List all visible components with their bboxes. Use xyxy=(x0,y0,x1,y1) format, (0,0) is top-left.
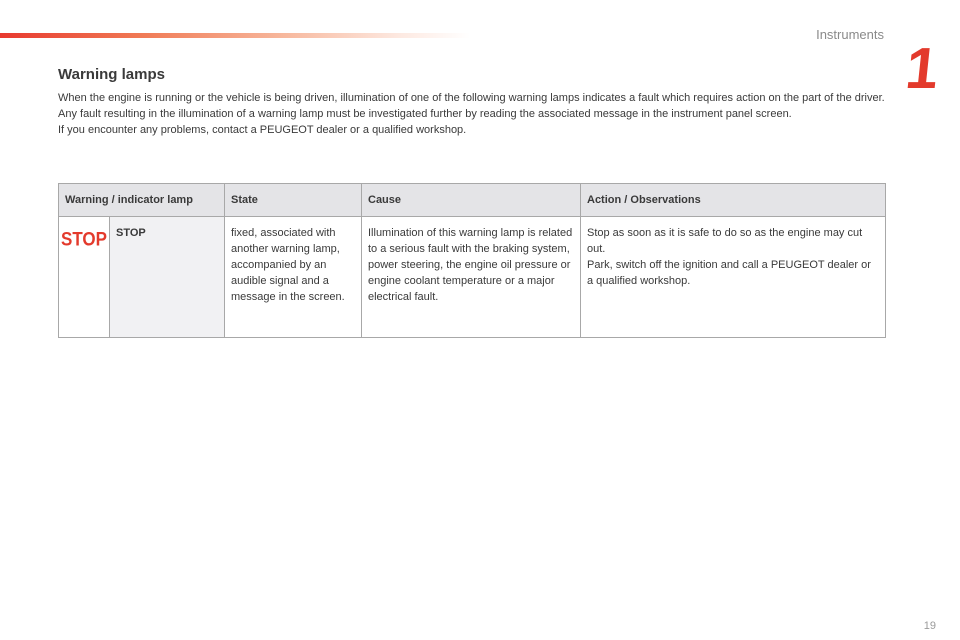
intro-paragraph: When the engine is running or the vehicle is being driven, illumination of one of the following warning lamps indicates a fault which requires action on the part of the driver. xyxy=(58,92,885,104)
action-line: Stop as soon as it is safe to do so as the engine may cut out. xyxy=(587,227,863,255)
chapter-name: Instruments xyxy=(816,27,884,42)
section-title: Warning lamps xyxy=(58,66,165,83)
table-row xyxy=(59,217,886,338)
page-number: 19 xyxy=(923,620,936,632)
header-lamp: Warning / indicator lamp xyxy=(59,184,225,217)
header-cause: Cause xyxy=(362,184,581,217)
warning-lamps-table xyxy=(58,183,886,338)
svg-text:STOP: STOP xyxy=(61,227,107,250)
lamp-cause: Illumination of this warning lamp is related to a serious fault with the braking system, power steering, the engine oil pressure or engine coolant temperature or a major electrical fault. xyxy=(362,217,581,338)
intro-paragraph: If you encounter any problems, contact a PEUGEOT dealer or a qualified workshop. xyxy=(58,124,467,136)
lamp-action xyxy=(581,217,886,338)
table-header-row xyxy=(59,184,886,217)
stop-warning-icon xyxy=(61,227,107,250)
intro-text xyxy=(58,90,888,138)
lamp-icon-cell xyxy=(59,217,110,338)
chapter-number: 1 xyxy=(902,36,942,101)
chapter-accent-bar xyxy=(0,33,470,38)
lamp-name: STOP xyxy=(110,217,225,338)
action-line: Park, switch off the ignition and call a PEUGEOT dealer or a qualified workshop. xyxy=(587,259,871,287)
lamp-state: fixed, associated with another warning lamp, accompanied by an audible signal and a message in the screen. xyxy=(225,217,362,338)
intro-paragraph: Any fault resulting in the illumination of a warning lamp must be investigated further by reading the associated message in the instrument panel screen. xyxy=(58,108,792,120)
header-action: Action / Observations xyxy=(581,184,886,217)
header-state: State xyxy=(225,184,362,217)
